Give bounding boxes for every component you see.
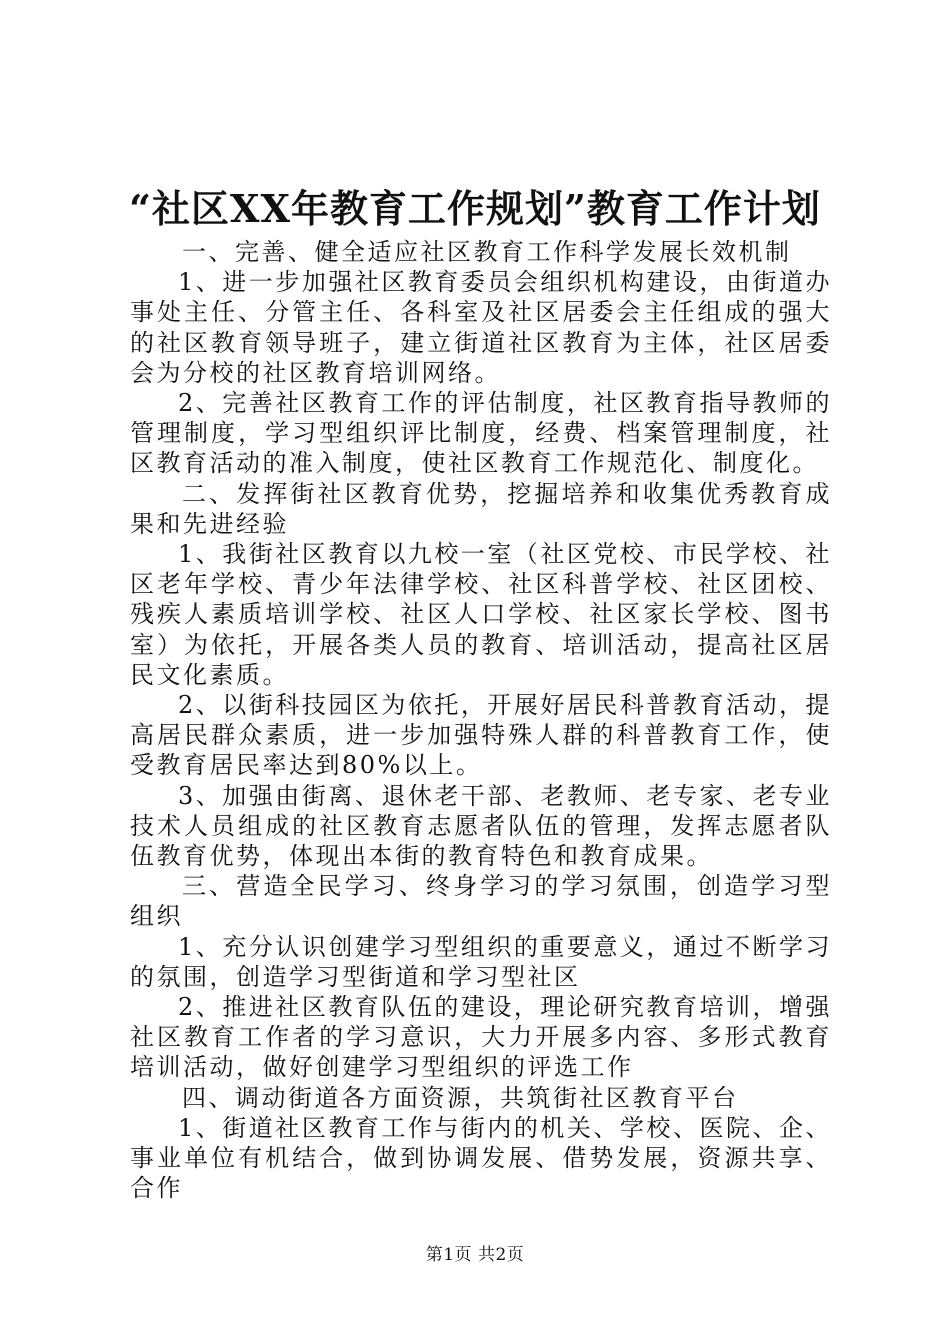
section-3-item-2: 2、推进社区教育队伍的建设，理论研究教育培训，增强社区教育工作者的学习意识，大力开展多内容、多形式教育培训活动，做好创建学习型组织的评选工作	[130, 993, 832, 1082]
section-4-item-1: 1、街道社区教育工作与街内的机关、学校、医院、企、事业单位有机结合，做到协调发展、借势发展，资源共享、合作	[130, 1113, 832, 1203]
section-3-item-1: 1、充分认识创建学习型组织的重要意义，通过不断学习的氛围，创造学习型街道和学习型社区	[130, 932, 832, 991]
document-title: “社区XX年教育工作规划”教育工作计划	[129, 186, 821, 231]
section-heading-2: 二、发挥街社区教育优势，挖掘培养和收集优秀教育成果和先进经验	[130, 479, 832, 538]
section-1-item-1: 1、进一步加强社区教育委员会组织机构建设，由街道办事处主任、分管主任、各科室及社区居委会主任组成的强大的社区教育领导班子，建立街道社区教育为主体，社区居委会为分校的社区教育培训网络。	[130, 268, 832, 387]
section-2-item-3: 3、加强由街离、退休老干部、老教师、老专家、老专业技术人员组成的社区教育志愿者队伍的管理，发挥志愿者队伍教育优势，体现出本街的教育特色和教育成果。	[130, 781, 832, 871]
section-2-item-2: 2、以街科技园区为依托，开展好居民科普教育活动，提高居民群众素质，进一步加强特殊人群的科普教育工作，使受教育居民率达到80%以上。	[130, 691, 832, 780]
section-heading-3: 三、营造全民学习、终身学习的学习氛围，创造学习型组织	[130, 872, 832, 931]
section-1-item-2: 2、完善社区教育工作的评估制度，社区教育指导教师的管理制度，学习型组织评比制度，经费、档案管理制度，社区教育活动的准入制度，使社区教育工作规范化、制度化。	[130, 389, 832, 478]
page-footer: 第1页 共2页	[425, 1245, 525, 1265]
section-2-item-1: 1、我街社区教育以九校一室（社区党校、市民学校、社区老年学校、青少年法律学校、社区科普学校、社区团校、残疾人素质培训学校、社区人口学校、社区家长学校、图书室）为依托，开展各类人员的教育、培训活动，提高社区居民文化素质。	[130, 540, 832, 689]
document-body	[130, 237, 832, 1204]
section-heading-1: 一、完善、健全适应社区教育工作科学发展长效机制	[182, 238, 792, 266]
section-heading-4: 四、调动街道各方面资源，共筑街社区教育平台	[182, 1083, 739, 1112]
